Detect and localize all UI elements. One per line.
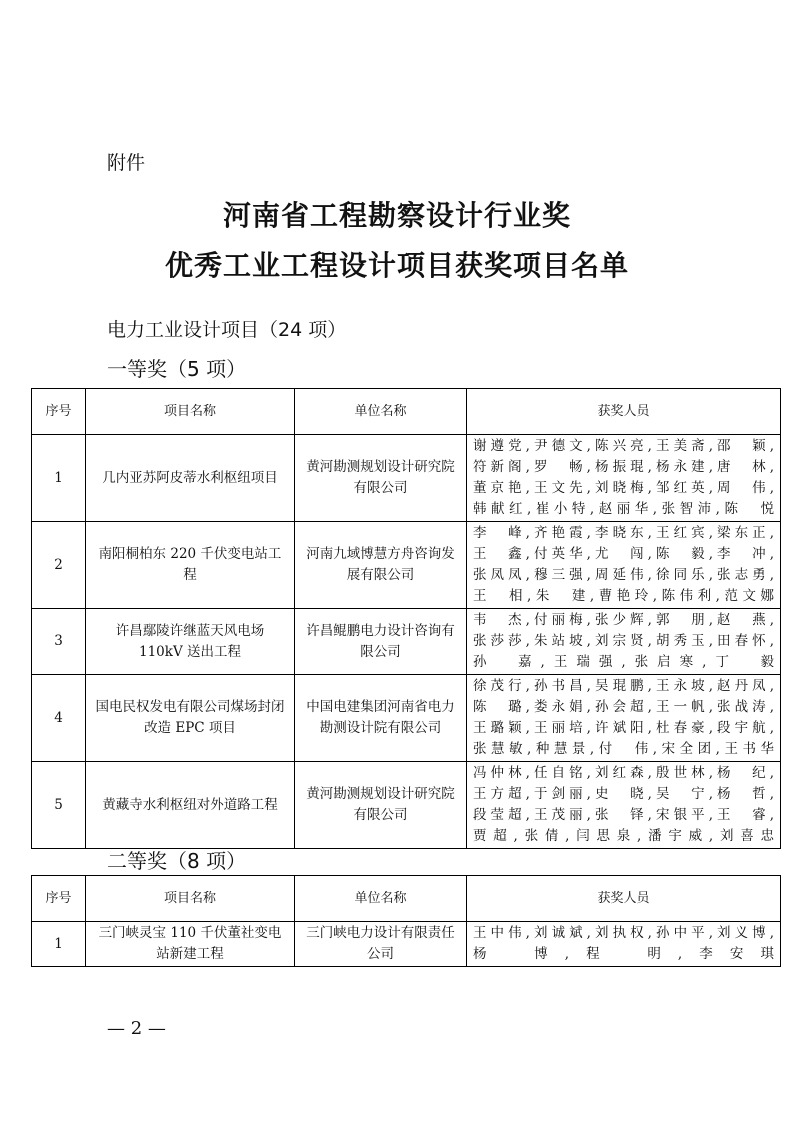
project-name: 国电民权发电有限公司煤场封闭改造 EPC 项目	[86, 675, 295, 762]
winners-list	[467, 675, 781, 762]
second-prize-table	[31, 875, 781, 967]
winners-line: 王 相,朱 建,曹艳玲,陈伟利,范文娜	[473, 588, 774, 604]
unit-name: 黄河勘测规划设计研究院有限公司	[295, 435, 467, 522]
row-number: 3	[32, 609, 86, 675]
winners-line: 王中伟,刘诚斌,刘执权,孙中平,刘义博,	[473, 925, 774, 941]
table-row	[32, 609, 781, 675]
section-heading: 电力工业设计项目（24 项）	[107, 319, 347, 341]
winners-line: 谢遵党,尹德文,陈兴亮,王美斋,邵 颖,	[473, 438, 774, 454]
project-name: 南阳桐柏东 220 千伏变电站工程	[86, 522, 295, 609]
winners-list	[467, 609, 781, 675]
unit-name: 许昌鲲鹏电力设计咨询有限公司	[295, 609, 467, 675]
header-people: 获奖人员	[467, 389, 781, 435]
winners-line: 陈 璐,娄永娟,孙会超,王一帆,张战涛,	[473, 699, 774, 715]
winners-list	[467, 922, 781, 967]
winners-line: 符新阁,罗 畅,杨振琨,杨永建,唐 林,	[473, 459, 774, 475]
winners-line: 韦 杰,付丽梅,张少辉,郭 朋,赵 燕,	[473, 612, 774, 628]
table-row	[32, 435, 781, 522]
header-project: 项目名称	[86, 876, 295, 922]
table-row	[32, 762, 781, 849]
unit-name: 黄河勘测规划设计研究院有限公司	[295, 762, 467, 849]
first-prize-heading: 一等奖（5 项）	[107, 357, 247, 381]
page-number: — 2 —	[107, 1018, 166, 1039]
page-title-line2: 优秀工业工程设计项目获奖项目名单	[164, 249, 629, 282]
row-number: 5	[32, 762, 86, 849]
winners-line: 张莎莎,朱站坡,刘宗贤,胡秀玉,田春怀,	[473, 633, 774, 649]
winners-line: 王 鑫,付英华,尤 闯,陈 毅,李 冲,	[473, 546, 774, 562]
header-no: 序号	[32, 876, 86, 922]
row-number: 1	[32, 922, 86, 967]
row-number: 1	[32, 435, 86, 522]
winners-line: 王方超,于剑丽,史 晓,吴 宁,杨 哲,	[473, 786, 774, 802]
table-row	[32, 522, 781, 609]
project-name: 几内亚苏阿皮蒂水利枢纽项目	[86, 435, 295, 522]
header-no: 序号	[32, 389, 86, 435]
winners-line: 孙 嘉,王瑞强,张启寒,丁 毅	[473, 654, 774, 670]
project-name: 黄藏寺水利枢纽对外道路工程	[86, 762, 295, 849]
winners-list	[467, 522, 781, 609]
winners-line: 张慧敏,种慧景,付 伟,宋全团,王书华	[473, 741, 774, 757]
header-project: 项目名称	[86, 389, 295, 435]
winners-line: 王璐颖,王丽培,许斌阳,杜春豪,段宇航,	[473, 720, 774, 736]
header-people: 获奖人员	[467, 876, 781, 922]
winners-line: 韩献红,崔小特,赵丽华,张智沛,陈 悦	[473, 501, 774, 517]
second-prize-heading: 二等奖（8 项）	[107, 849, 247, 873]
winners-line: 李 峰,齐艳霞,李晓东,王红宾,梁东正,	[473, 525, 774, 541]
table-row	[32, 675, 781, 762]
header-unit: 单位名称	[295, 389, 467, 435]
table-row	[32, 922, 781, 967]
winners-line: 张凤凤,穆三强,周延伟,徐同乐,张志勇,	[473, 567, 774, 583]
table-header-row	[32, 389, 781, 435]
project-name: 许昌鄢陵许继蓝天风电场 110kV 送出工程	[86, 609, 295, 675]
table-header-row	[32, 876, 781, 922]
winners-line: 段莹超,王茂丽,张 铎,宋银平,王 睿,	[473, 807, 774, 823]
winners-line: 贾超,张倩,闫思泉,潘宇威,刘喜忠	[473, 828, 774, 844]
row-number: 4	[32, 675, 86, 762]
winners-line: 董京艳,王文先,刘晓梅,邹红英,周 伟,	[473, 480, 774, 496]
winners-list	[467, 762, 781, 849]
page-title-line1: 河南省工程勘察设计行业奖	[222, 199, 571, 232]
header-unit: 单位名称	[295, 876, 467, 922]
unit-name: 中国电建集团河南省电力勘测设计院有限公司	[295, 675, 467, 762]
winners-list	[467, 435, 781, 522]
unit-name: 三门峡电力设计有限责任公司	[295, 922, 467, 967]
attachment-label: 附件	[107, 152, 146, 174]
winners-line: 杨 博,程 明,李安琪	[473, 946, 774, 962]
unit-name: 河南九域博慧方舟咨询发展有限公司	[295, 522, 467, 609]
winners-line: 徐茂行,孙书昌,吴琨鹏,王永坡,赵丹凤,	[473, 678, 774, 694]
row-number: 2	[32, 522, 86, 609]
project-name: 三门峡灵宝 110 千伏董社变电站新建工程	[86, 922, 295, 967]
winners-line: 冯仲林,任自铭,刘红森,殷世林,杨 纪,	[473, 765, 774, 781]
first-prize-table	[31, 388, 781, 849]
